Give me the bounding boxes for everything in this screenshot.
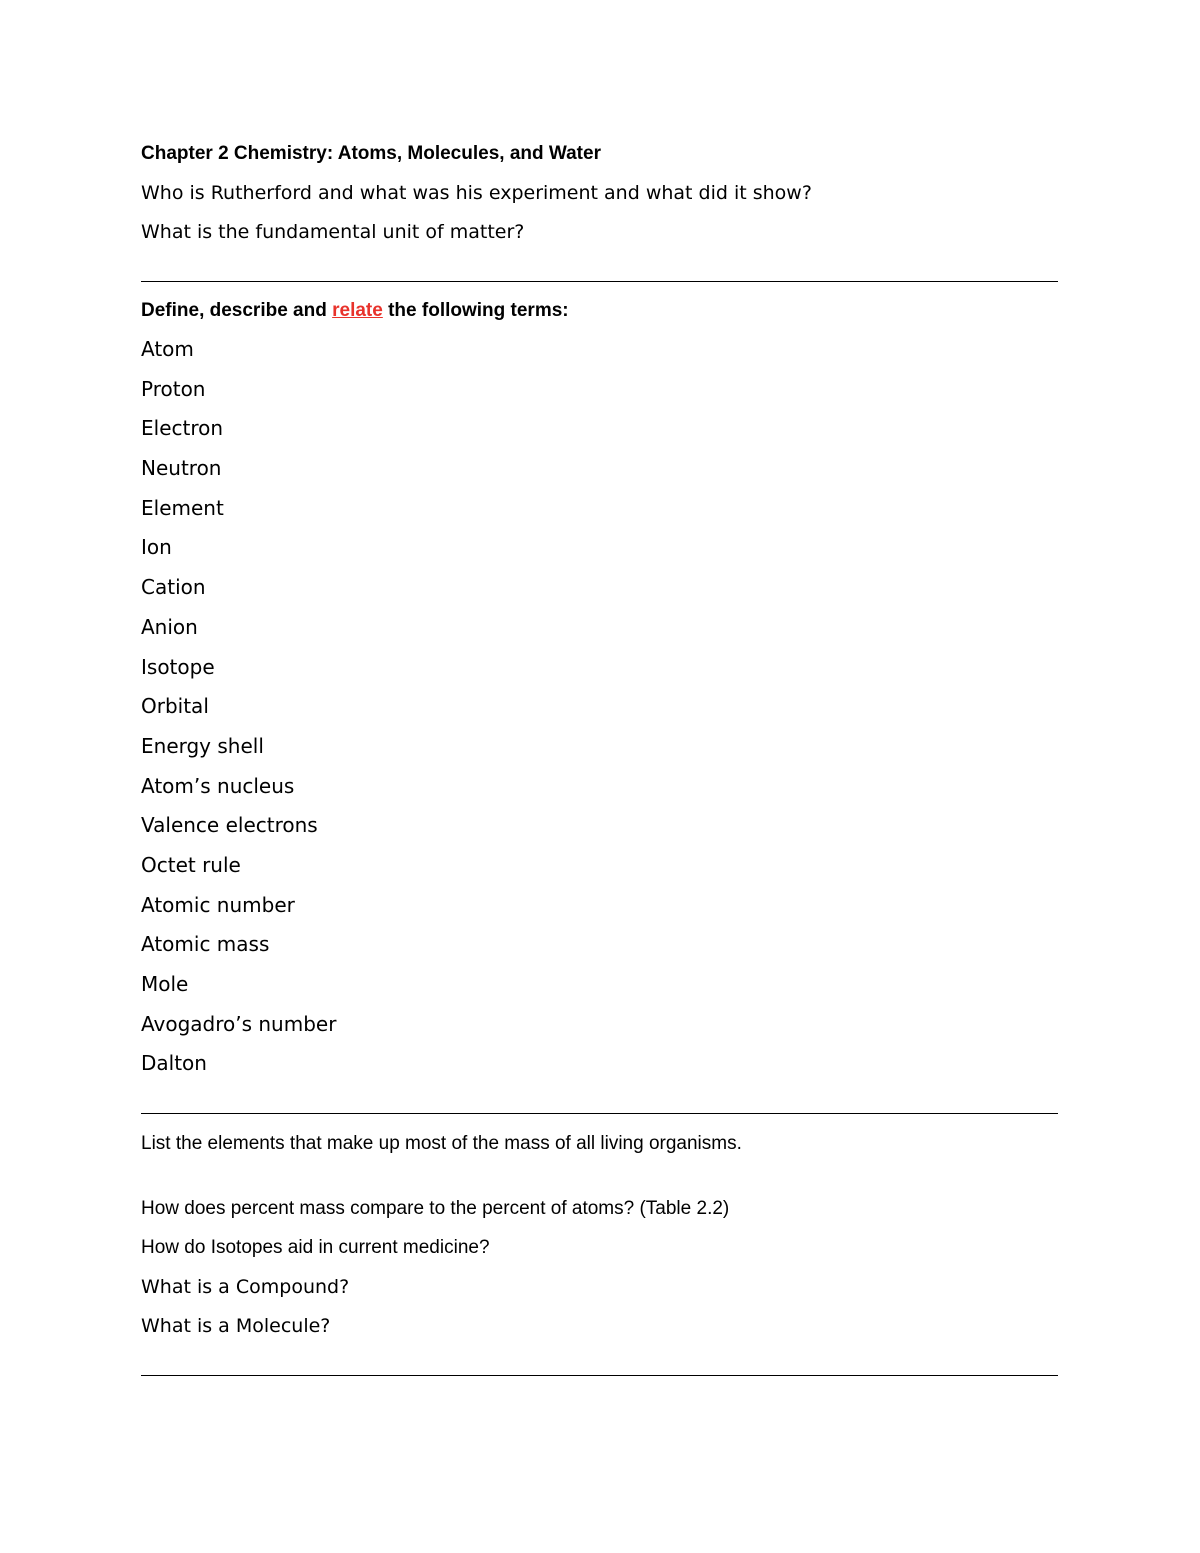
- define-heading-suffix: the following terms:: [382, 300, 569, 321]
- section-divider: [141, 1113, 1058, 1114]
- question-elements-mass: List the elements that make up most of the mass of all living organisms.: [141, 1133, 742, 1154]
- term-item: Isotope: [141, 654, 215, 679]
- term-item: Cation: [141, 575, 206, 600]
- question-rutherford: Who is Rutherford and what was his experiment and what did it show?: [141, 182, 812, 204]
- term-item: Avogadro’s number: [141, 1011, 337, 1036]
- question-percent-mass: How does percent mass compare to the percent of atoms? (Table 2.2): [141, 1198, 730, 1219]
- term-item: Electron: [141, 416, 224, 441]
- question-isotopes-medicine: How do Isotopes aid in current medicine?: [141, 1237, 490, 1258]
- term-item: Element: [141, 495, 224, 520]
- term-item: Energy shell: [141, 733, 264, 758]
- term-item: Atom: [141, 337, 194, 361]
- term-item: Anion: [141, 614, 198, 639]
- chapter-title: Chapter 2 Chemistry: Atoms, Molecules, and Water: [141, 143, 601, 164]
- question-fundamental-unit: What is the fundamental unit of matter?: [141, 221, 525, 243]
- term-item: Atom’s nucleus: [141, 773, 295, 798]
- term-item: Mole: [141, 972, 189, 996]
- relate-highlight: relate: [332, 300, 383, 321]
- term-item: Atomic number: [141, 892, 295, 917]
- question-compound: What is a Compound?: [141, 1276, 350, 1298]
- terms-list: [141, 336, 336, 1090]
- define-heading: [141, 298, 569, 324]
- term-item: Dalton: [141, 1051, 207, 1076]
- term-item: Ion: [141, 535, 172, 560]
- section-divider: [141, 1375, 1058, 1376]
- term-item: Valence electrons: [141, 813, 318, 838]
- question-molecule: What is a Molecule?: [141, 1315, 331, 1337]
- section-divider: [141, 281, 1058, 282]
- term-item: Atomic mass: [141, 932, 270, 957]
- term-item: Proton: [141, 376, 206, 401]
- define-heading-prefix: Define, describe and: [141, 300, 333, 321]
- term-item: Octet rule: [141, 852, 241, 877]
- term-item: Neutron: [141, 456, 222, 481]
- term-item: Orbital: [141, 694, 209, 719]
